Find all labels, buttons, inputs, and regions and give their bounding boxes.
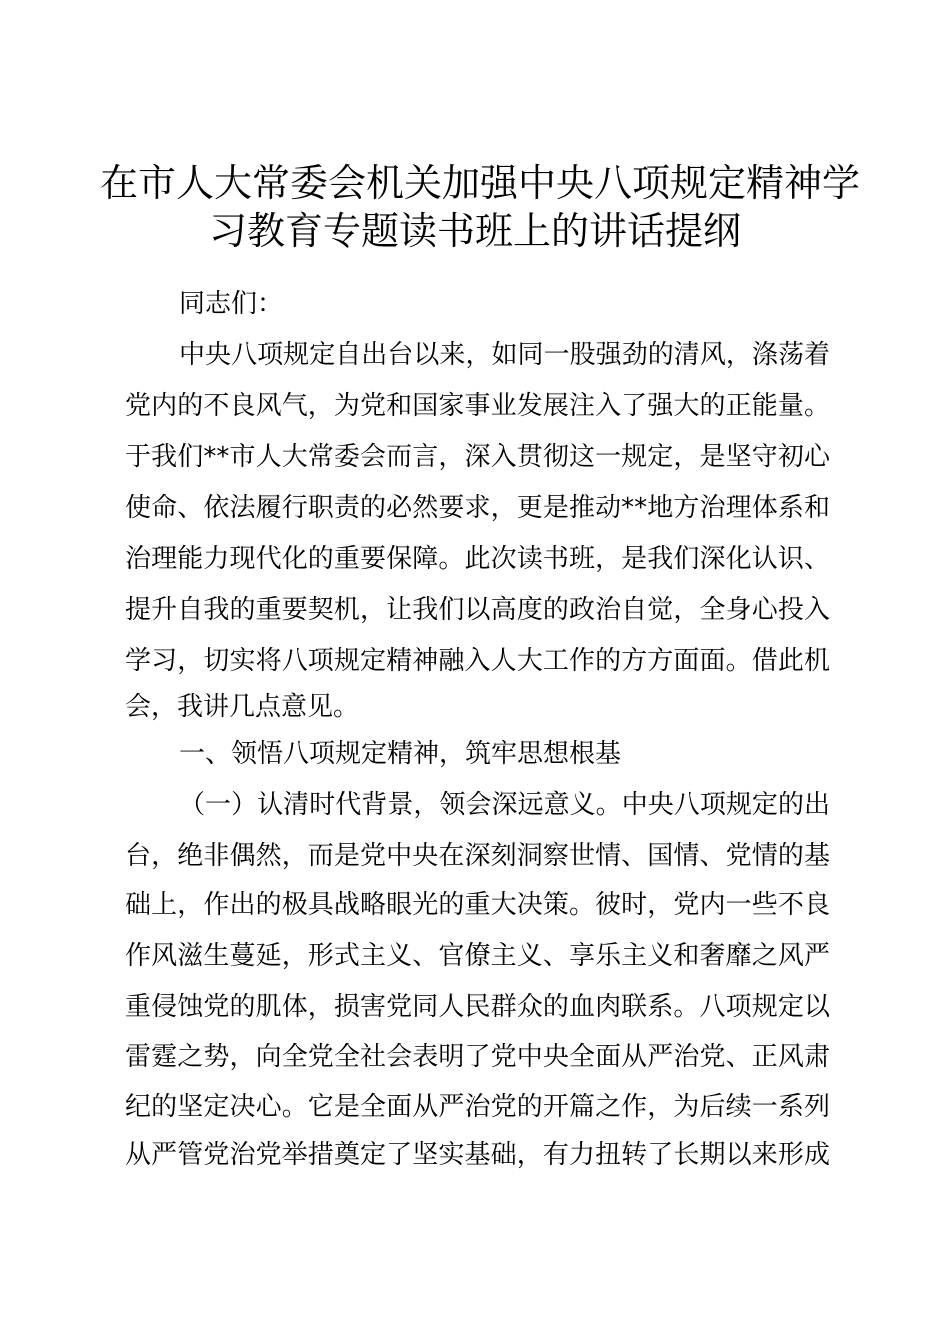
paragraph-2-line: 础上，作出的极具战略眼光的重大决策。彼时，党内一些不良: [125, 890, 830, 920]
paragraph-1-line: 治理能力现代化的重要保障。此次读书班，是我们深化认识、: [125, 544, 830, 574]
paragraph-2-line: 雷霆之势，向全党全社会表明了党中央全面从严治党、正风肃: [125, 1042, 830, 1072]
paragraph-2-line: 作风滋生蔓延，形式主义、官僚主义、享乐主义和奢靡之风严: [125, 941, 830, 971]
paragraph-1-line: 党内的不良风气，为党和国家事业发展注入了强大的正能量。: [125, 391, 830, 421]
paragraph-1-line: 中央八项规定自出台以来，如同一股强劲的清风，涤荡着: [179, 340, 830, 370]
paragraph-1-line: 提升自我的重要契机，让我们以高度的政治自觉，全身心投入: [125, 595, 830, 625]
paragraph-1-line: 学习，切实将八项规定精神融入人大工作的方方面面。借此机: [125, 646, 830, 676]
salutation: 同志们：: [179, 289, 284, 319]
paragraph-2-line: 从严管党治党举措奠定了坚实基础，有力扭转了长期以来形成: [125, 1140, 830, 1170]
paragraph-1-line: 于我们**市人大常委会而言，深入贯彻这一规定，是坚守初心: [125, 442, 830, 472]
paragraph-1-line: 会，我讲几点意见。: [125, 692, 360, 722]
paragraph-2-line: 重侵蚀党的肌体，损害党同人民群众的血肉联系。八项规定以: [125, 992, 830, 1022]
document-title-line-2: 习教育专题读书班上的讲话提纲: [208, 209, 741, 253]
document-title-line-1: 在市人大常委会机关加强中央八项规定精神学: [100, 161, 861, 205]
paragraph-2-line: 纪的坚定决心。它是全面从严治党的开篇之作，为后续一系列: [125, 1092, 830, 1122]
paragraph-2-line: （一）认清时代背景，领会深远意义。中央八项规定的出: [179, 790, 830, 820]
paragraph-1-line: 使命、依法履行职责的必然要求，更是推动**地方治理体系和: [125, 493, 830, 523]
paragraph-2-line: 台，绝非偶然，而是党中央在深刻洞察世情、国情、党情的基: [125, 841, 830, 871]
section-1-heading: 一、领悟八项规定精神，筑牢思想根基: [179, 739, 622, 769]
